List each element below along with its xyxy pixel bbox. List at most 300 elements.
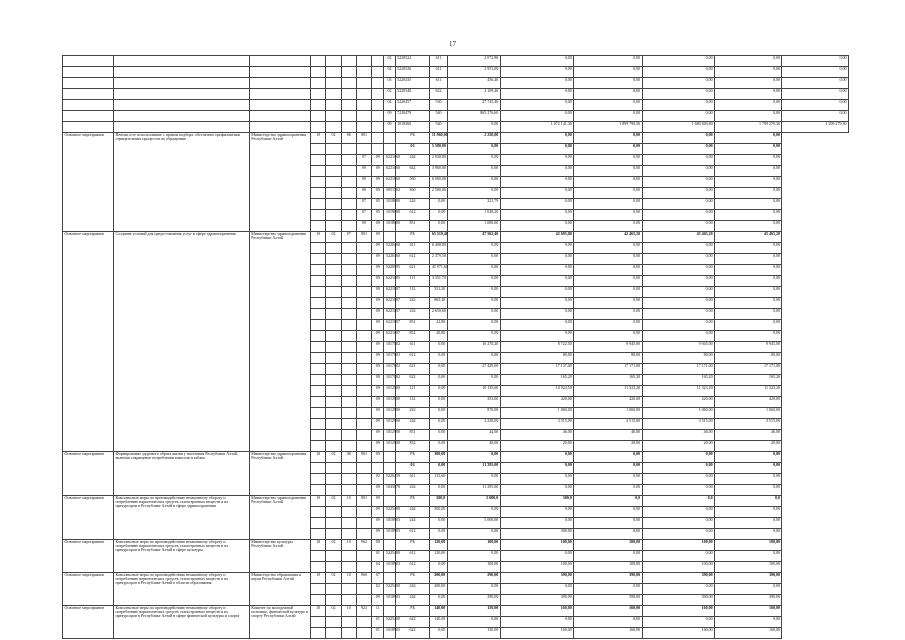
target-code: 5225400 [384, 551, 395, 562]
empty-cell [114, 67, 250, 78]
amount-cell: 0,00 [574, 188, 642, 199]
event-type: Основное мероприятие [63, 540, 114, 573]
total-amount: 0,00 [715, 452, 782, 463]
amount-cell: 0,00 [642, 507, 714, 518]
empty-cell [384, 606, 395, 617]
empty-cell [341, 155, 356, 166]
empty-cell [249, 89, 310, 100]
empty-cell [326, 441, 341, 452]
amount-cell: 0,00 [500, 320, 573, 331]
event-executor: Комитет по молодежной политике, физической культуре и спорту Республики Алтай [249, 606, 310, 639]
amount-cell: 420,00 [500, 397, 573, 408]
empty-cell [341, 287, 356, 298]
amount-cell: 0,00 [500, 254, 573, 265]
event-executor: Министерство здравоохранения Республики Алтай [249, 133, 310, 232]
amount-cell: 0,00 [715, 188, 782, 199]
empty-cell [341, 265, 356, 276]
target-code: 1018000 [384, 199, 395, 210]
amount-cell: 0,00 [574, 89, 642, 100]
amount-cell: 0,00 [574, 287, 642, 298]
total-amount: 160,00 [500, 606, 573, 617]
amount-cell: 0,00 [642, 265, 714, 276]
program-code: 02 [326, 606, 341, 617]
section-code: 09 [372, 287, 384, 298]
empty-cell [356, 595, 371, 606]
amount-cell: 120,00 [430, 551, 447, 562]
program-code: 09 [372, 496, 384, 507]
section-code: 09 [372, 298, 384, 309]
amount-cell: 0,00 [642, 331, 714, 342]
empty-cell [341, 408, 356, 419]
total-amount: 0,00 [447, 144, 500, 155]
total-amount: 390,00 [642, 573, 714, 584]
empty-cell [63, 100, 114, 111]
empty-cell [311, 287, 326, 298]
amount-cell: 0,00 [715, 67, 782, 78]
section-code: 09 [372, 375, 384, 386]
empty-cell [356, 265, 371, 276]
total-amount: 390,00 [574, 573, 642, 584]
expense-code: 611 [395, 342, 430, 353]
empty-cell [356, 419, 371, 430]
source-label: РБ [395, 133, 430, 144]
total-amount: 100,00 [715, 540, 782, 551]
empty-cell [384, 496, 395, 507]
amount-cell: 456,46 [447, 78, 500, 89]
amount-cell: 3 515,00 [715, 419, 782, 430]
expense-code: 621 [395, 364, 430, 375]
total-amount: 0,00 [574, 133, 642, 144]
empty-cell [311, 595, 326, 606]
expense-code: 611 [430, 67, 447, 78]
amount-cell: 17 171,00 [642, 364, 714, 375]
amount-cell: 2 379,50 [430, 254, 447, 265]
target-code: 1045878 [384, 485, 395, 496]
amount-cell: 165,20 [574, 375, 642, 386]
section-code: 09 [372, 408, 384, 419]
amount-cell: 0,00 [574, 210, 642, 221]
empty-cell [341, 419, 356, 430]
amount-cell: 0,00 [574, 100, 642, 111]
event-type: Основное мероприятие [63, 232, 114, 452]
empty-cell [341, 353, 356, 364]
empty-cell [326, 78, 341, 89]
amount-cell: 0,00 [715, 518, 782, 529]
empty-cell [311, 210, 326, 221]
table-row [63, 111, 849, 122]
amount-cell: 0,00 [447, 177, 500, 188]
amount-cell: 1 060,00 [500, 408, 573, 419]
amount-cell: 0,00 [447, 166, 500, 177]
expense-code: 611 [430, 56, 447, 67]
empty-cell [326, 122, 341, 133]
amount-cell: 0,00 [782, 100, 849, 111]
amount-cell: 0,00 [574, 474, 642, 485]
amount-cell: 0,00 [500, 166, 573, 177]
section-code: 01 [372, 617, 384, 628]
event-type: Основное мероприятие [63, 573, 114, 606]
empty-cell [326, 342, 341, 353]
amount-cell: 44,00 [447, 430, 500, 441]
amount-cell: 0,00 [500, 210, 573, 221]
amount-cell: 0,00 [447, 353, 500, 364]
empty-cell [341, 364, 356, 375]
amount-cell: 8 722,50 [500, 342, 573, 353]
amount-cell: 0,00 [500, 67, 573, 78]
empty-cell [311, 67, 326, 78]
amount-cell: 160,00 [715, 628, 782, 639]
target-code: 6221007 [384, 298, 395, 309]
event-executor: Министерство образования и науки Республики Алтай [249, 573, 310, 606]
source-label: РБ [395, 232, 430, 243]
amount-cell: 351,20 [430, 287, 447, 298]
amount-cell: 0,00 [500, 507, 573, 518]
empty-cell [326, 419, 341, 430]
expense-code: 612 [395, 529, 430, 540]
empty-cell [311, 155, 326, 166]
amount-cell: 6 000,00 [430, 177, 447, 188]
empty-cell [356, 254, 371, 265]
amount-cell: 0,00 [715, 474, 782, 485]
row-code: 07 [356, 210, 371, 221]
program-code: 10 [341, 540, 356, 551]
empty-cell [356, 364, 371, 375]
empty-cell [356, 276, 371, 287]
target-code: 5220540 [395, 89, 430, 100]
empty-cell [356, 67, 371, 78]
empty-cell [372, 78, 384, 89]
empty-cell [356, 144, 371, 155]
amount-cell: 0,00 [574, 276, 642, 287]
empty-cell [341, 56, 356, 67]
total-amount: 160,00 [715, 606, 782, 617]
section-code: 09 [372, 507, 384, 518]
program-code: 960 [356, 573, 371, 584]
amount-cell: 2 109,40 [447, 89, 500, 100]
empty-cell [311, 529, 326, 540]
section-code: 02 [372, 474, 384, 485]
empty-cell [63, 56, 114, 67]
amount-cell: 10 270,20 [447, 342, 500, 353]
empty-cell [384, 573, 395, 584]
event-name: Создание условий для предоставления услуг в сфере здравоохранения [114, 232, 250, 452]
program-code: 10 [341, 606, 356, 617]
amount-cell: 0,00 [574, 78, 642, 89]
table-row [63, 89, 849, 100]
amount-cell: 0,00 [430, 375, 447, 386]
amount-cell: 0,00 [715, 298, 782, 309]
amount-cell: 0,00 [500, 265, 573, 276]
amount-cell: 2 238,00 [447, 419, 500, 430]
total-amount: 0,00 [642, 463, 714, 474]
amount-cell: 0,00 [642, 617, 714, 628]
total-amount: 120,00 [430, 540, 447, 551]
program-code: 07 [341, 232, 356, 243]
section-code: 09 [372, 221, 384, 232]
amount-cell: 0,00 [447, 254, 500, 265]
amount-cell: 80,00 [500, 353, 573, 364]
empty-cell [311, 144, 326, 155]
total-amount: 45 465,20 [715, 232, 782, 243]
total-amount: 0,0 [574, 496, 642, 507]
amount-cell: 0,00 [715, 551, 782, 562]
total-amount: 0,00 [715, 463, 782, 474]
row-code: 09 [356, 177, 371, 188]
empty-cell [63, 78, 114, 89]
empty-cell [326, 562, 341, 573]
empty-cell [311, 199, 326, 210]
empty-cell [356, 617, 371, 628]
event-name: Комплексные меры по противодействию незаконному обороту и потреблению наркотических средств, психотропных веществ и их прекурсоров в Республике Алтай в сфере здравоохранения [114, 496, 250, 540]
empty-cell [311, 408, 326, 419]
event-name: Комплексные меры по противодействию незаконному обороту и потреблению наркотических средств, психотропных веществ и их прекурсоров в Республике Алтай в области образования [114, 573, 250, 606]
amount-cell: 27 745,40 [447, 100, 500, 111]
empty-cell [341, 210, 356, 221]
empty-cell [114, 78, 250, 89]
expense-code: 111 [395, 276, 430, 287]
section-code: 09 [372, 386, 384, 397]
target-code: 1012900 [384, 408, 395, 419]
amount-cell: 0,00 [574, 617, 642, 628]
amount-cell: 0,00 [715, 56, 782, 67]
event-name: Комплексные меры по противодействию незаконному обороту и потреблению наркотических средств, психотропных веществ и их прекурсоров в Республике Алтай в сфере физической культуры и спорта [114, 606, 250, 639]
empty-cell [326, 463, 341, 474]
empty-cell [341, 221, 356, 232]
empty-cell [341, 397, 356, 408]
amount-cell: 3 515,00 [574, 419, 642, 430]
empty-cell [311, 276, 326, 287]
budget-table [62, 55, 849, 639]
amount-cell: 0,00 [430, 199, 447, 210]
row-code: 09 [356, 221, 371, 232]
amount-cell: 0,00 [447, 584, 500, 595]
amount-cell: 100,00 [447, 562, 500, 573]
section-code: 09 [372, 254, 384, 265]
section-code: 02 [372, 584, 384, 595]
expense-code: 611 [395, 243, 430, 254]
target-code: 7220479 [395, 111, 430, 122]
section-code: 09 [372, 177, 384, 188]
target-code: 5220595 [384, 265, 395, 276]
empty-cell [326, 254, 341, 265]
empty-cell [341, 518, 356, 529]
empty-cell [311, 298, 326, 309]
amount-cell: 0,00 [715, 309, 782, 320]
target-code: 6221005 [384, 276, 395, 287]
empty-cell [372, 56, 384, 67]
program-code [372, 133, 384, 144]
amount-cell: 0,00 [430, 562, 447, 573]
amount-cell: 0,00 [642, 287, 714, 298]
amount-cell: 80,00 [715, 353, 782, 364]
amount-cell: 0,00 [574, 243, 642, 254]
target-code: 6221007 [384, 320, 395, 331]
target-code: 1017003 [384, 353, 395, 364]
total-amount: 11 295,00 [447, 463, 500, 474]
amount-cell: 420,00 [715, 397, 782, 408]
amount-cell: 0,00 [447, 265, 500, 276]
amount-cell: 0,00 [500, 584, 573, 595]
amount-cell: 10 135,60 [447, 386, 500, 397]
amount-cell: 0,00 [574, 67, 642, 78]
empty-cell [311, 188, 326, 199]
expense-code: 622 [395, 617, 430, 628]
amount-cell: 0,00 [642, 199, 714, 210]
amount-cell: 1 899 790,50 [574, 122, 642, 133]
amount-cell: 0,00 [574, 155, 642, 166]
empty-cell [341, 375, 356, 386]
total-amount: 0,00 [642, 144, 714, 155]
total-amount: 100,00 [574, 540, 642, 551]
section-code: 09 [372, 430, 384, 441]
amount-cell: 165,20 [715, 375, 782, 386]
amount-cell: 1 060,00 [574, 408, 642, 419]
empty-cell [311, 562, 326, 573]
total-amount: 390,00 [500, 573, 573, 584]
empty-cell [326, 111, 341, 122]
amount-cell: 0,00 [430, 221, 447, 232]
total-amount: 300,0 [500, 496, 573, 507]
target-code: 6221007 [384, 309, 395, 320]
amount-cell: 0,00 [500, 199, 573, 210]
empty-cell [356, 309, 371, 320]
amount-cell: 0,00 [715, 100, 782, 111]
section-code: 09 [372, 320, 384, 331]
expense-code: 612 [395, 551, 430, 562]
amount-cell: 0,00 [500, 518, 573, 529]
expense-code: 622 [395, 375, 430, 386]
amount-cell: 9 945,00 [642, 342, 714, 353]
amount-cell: 0,00 [447, 617, 500, 628]
empty-cell [326, 485, 341, 496]
section-code: 09 [372, 529, 384, 540]
program-code: 901 [356, 232, 371, 243]
amount-cell: 0,00 [642, 309, 714, 320]
section-code: 09 [384, 111, 395, 122]
total-amount: 11 960,00 [430, 133, 447, 144]
total-amount: 0,00 [500, 144, 573, 155]
empty-cell [326, 320, 341, 331]
empty-cell [311, 386, 326, 397]
empty-cell [326, 375, 341, 386]
amount-cell: 0,00 [574, 529, 642, 540]
target-code: 6221007 [384, 331, 395, 342]
section-code: 02 [384, 56, 395, 67]
amount-cell: 0,00 [430, 628, 447, 639]
empty-cell [326, 166, 341, 177]
section-code: 02 [384, 89, 395, 100]
empty-cell [326, 353, 341, 364]
expense-code: 242 [395, 298, 430, 309]
expense-code: 360 [395, 188, 430, 199]
empty-cell [63, 89, 114, 100]
amount-cell: 0,00 [715, 276, 782, 287]
amount-cell: 0,00 [430, 419, 447, 430]
event-executor: Министерство здравоохранения Республики Алтай [249, 496, 310, 540]
amount-cell: 0,00 [574, 177, 642, 188]
empty-cell [311, 309, 326, 320]
amount-cell: 20,00 [500, 441, 573, 452]
empty-cell [341, 628, 356, 639]
amount-cell: 390,00 [715, 595, 782, 606]
target-code: 5220526 [395, 67, 430, 78]
amount-cell: 0,00 [500, 188, 573, 199]
empty-cell [384, 133, 395, 144]
amount-cell: 865 276,60 [447, 111, 500, 122]
target-code: 1017002 [384, 342, 395, 353]
amount-cell: 0,00 [447, 320, 500, 331]
empty-cell [356, 430, 371, 441]
program-code: 02 [326, 133, 341, 144]
target-code: 1018903 [384, 595, 395, 606]
empty-cell [311, 617, 326, 628]
program-code: 09 [372, 452, 384, 463]
empty-cell [384, 463, 395, 474]
empty-cell [311, 430, 326, 441]
amount-cell: 0,00 [574, 518, 642, 529]
amount-cell: 0,00 [500, 89, 573, 100]
total-amount: 0,00 [500, 463, 573, 474]
target-code: 5220435 [395, 78, 430, 89]
empty-cell [341, 276, 356, 287]
amount-cell: 0,00 [715, 287, 782, 298]
amount-cell: 2 830,00 [430, 155, 447, 166]
amount-cell: 0,00 [642, 243, 714, 254]
expense-code: 244 [395, 199, 430, 210]
expense-code: 611 [430, 78, 447, 89]
empty-cell [326, 210, 341, 221]
amount-cell: 46,00 [642, 430, 714, 441]
total-amount: 0,00 [574, 452, 642, 463]
total-amount: 42 465,20 [574, 232, 642, 243]
empty-cell [326, 529, 341, 540]
amount-cell: 0,00 [715, 320, 782, 331]
empty-cell [249, 78, 310, 89]
amount-cell: 0,00 [715, 254, 782, 265]
amount-cell: 300,00 [500, 529, 573, 540]
empty-cell [341, 551, 356, 562]
empty-cell [356, 375, 371, 386]
expense-code: 560 [395, 177, 430, 188]
expense-code: 112 [395, 397, 430, 408]
total-amount: 0,00 [642, 452, 714, 463]
section-code: 09 [372, 166, 384, 177]
section-code: 09 [372, 364, 384, 375]
program-code: 10 [311, 606, 326, 617]
amount-cell: 100,00 [642, 562, 714, 573]
total-amount: 100,00 [447, 540, 500, 551]
empty-cell [372, 111, 384, 122]
empty-cell [341, 100, 356, 111]
amount-cell: 0,00 [715, 331, 782, 342]
empty-cell [311, 463, 326, 474]
empty-cell [372, 89, 384, 100]
amount-cell: 0,00 [782, 56, 849, 67]
empty-cell [356, 397, 371, 408]
expense-code: 851 [395, 320, 430, 331]
empty-cell [372, 122, 384, 133]
amount-cell: 0,00 [500, 56, 573, 67]
amount-cell: 11 295,00 [447, 485, 500, 496]
target-code: 6221060 [384, 177, 395, 188]
total-amount: 0,00 [715, 133, 782, 144]
amount-cell: 80,00 [642, 353, 714, 364]
amount-cell: 46,00 [715, 430, 782, 441]
empty-cell [311, 551, 326, 562]
amount-cell: 100,00 [500, 562, 573, 573]
table-row [63, 78, 849, 89]
amount-cell: 0,00 [715, 584, 782, 595]
